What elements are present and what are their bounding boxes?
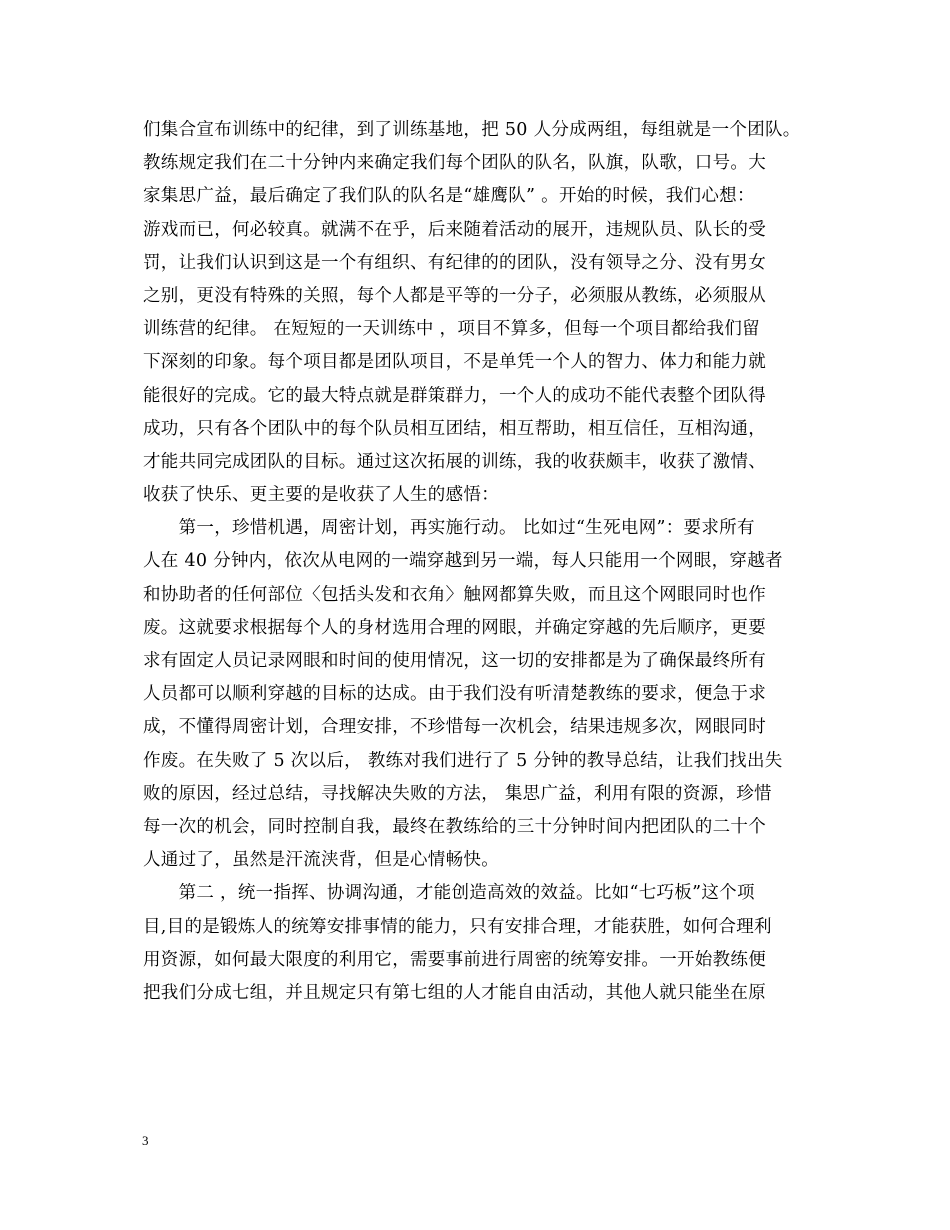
text-line: 作废。在失败了 5 次以后， 教练对我们进行了 5 分钟的教导总结，让我们找出失 [143, 750, 783, 771]
text-line: 能很好的完成。它的最大特点就是群策群力，一个人的成功不能代表整个团队得 [143, 385, 766, 406]
text-line: 们集合宣布训练中的纪律，到了训练基地，把 50 人分成两组，每组就是一个团队。 [143, 120, 801, 140]
text-line: 和协助者的任何部位〈包括头发和衣角〉触网都算失败，而且这个网眼同时也作 [143, 584, 766, 605]
text-line: 下深刻的印象。每个项目都是团队项目，不是单凭一个人的智力、体力和能力就 [143, 352, 766, 373]
text-line: 游戏而已，何必较真。就满不在乎，后来随着活动的展开，违规队员、队长的受 [143, 219, 766, 240]
text-line: 教练规定我们在二十分钟内来确定我们每个团队的队名，队旗，队歌，口号。大 [143, 153, 766, 174]
text-line: 成功，只有各个团队中的每个队员相互团结，相互帮助，相互信任，互相沟通， [143, 418, 766, 439]
text-line: 罚，让我们认识到这是一个有组织、有纪律的的团队，没有领导之分、没有男女 [143, 252, 766, 273]
text-line: 之别，更没有特殊的关照，每个人都是平等的一分子，必须服从教练，必须服从 [143, 285, 766, 306]
text-line: 用资源，如何最大限度的利用它，需要事前进行周密的统筹安排。一开始教练便 [143, 949, 766, 970]
body-text [143, 114, 843, 1010]
text-line: 收获了快乐、更主要的是收获了人生的感悟： [143, 485, 499, 506]
text-line: 每一次的机会，同时控制自我，最终在教练给的三十分钟时间内把团队的二十个 [143, 816, 766, 837]
text-line: 败的原因，经过总结，寻找解决失败的方法， 集思广益，利用有限的资源，珍惜 [143, 783, 772, 804]
page-number: 3 [142, 1133, 149, 1148]
text-line: 家集思广益，最后确定了我们队的队名是“雄鹰队” 。开始的时候，我们心想： [143, 186, 755, 207]
text-line: 成，不懂得周密计划，合理安排，不珍惜每一次机会，结果违规多次，网眼同时 [143, 717, 766, 738]
text-line: 第二 ，统一指挥、协调沟通，才能创造高效的效益。比如“七巧板”这个项 [143, 883, 755, 904]
text-line: 废。这就要求根据每个人的身材选用合理的网眼，并确定穿越的先后顺序，更要 [143, 617, 766, 638]
text-line: 人通过了，虽然是汗流浃背，但是心情畅快。 [143, 850, 499, 871]
text-line: 第一，珍惜机遇，周密计划，再实施行动。 比如过“生死电网”：要求所有 [143, 518, 755, 539]
text-line: 把我们分成七组，并且规定只有第七组的人才能自由活动，其他人就只能坐在原 [143, 982, 766, 1003]
text-line: 求有固定人员记录网眼和时间的使用情况，这一切的安排都是为了确保最终所有 [143, 651, 766, 671]
text-line: 人员都可以顺利穿越的目标的达成。由于我们没有听清楚教练的要求，便急于求 [143, 684, 766, 705]
text-line: 训练营的纪律。 在短短的一天训练中 ，项目不算多，但每一个项目都给我们留 [143, 319, 760, 340]
text-line: 才能共同完成团队的目标。通过这次拓展的训练，我的收获颇丰，收获了激情、 [143, 451, 766, 472]
text-line: 人在 40 分钟内，依次从电网的一端穿越到另一端，每人只能用一个网眼，穿越者 [143, 551, 783, 572]
text-line: 目,目的是锻炼人的统筹安排事情的能力，只有安排合理，才能获胜，如何合理利 [143, 916, 772, 937]
